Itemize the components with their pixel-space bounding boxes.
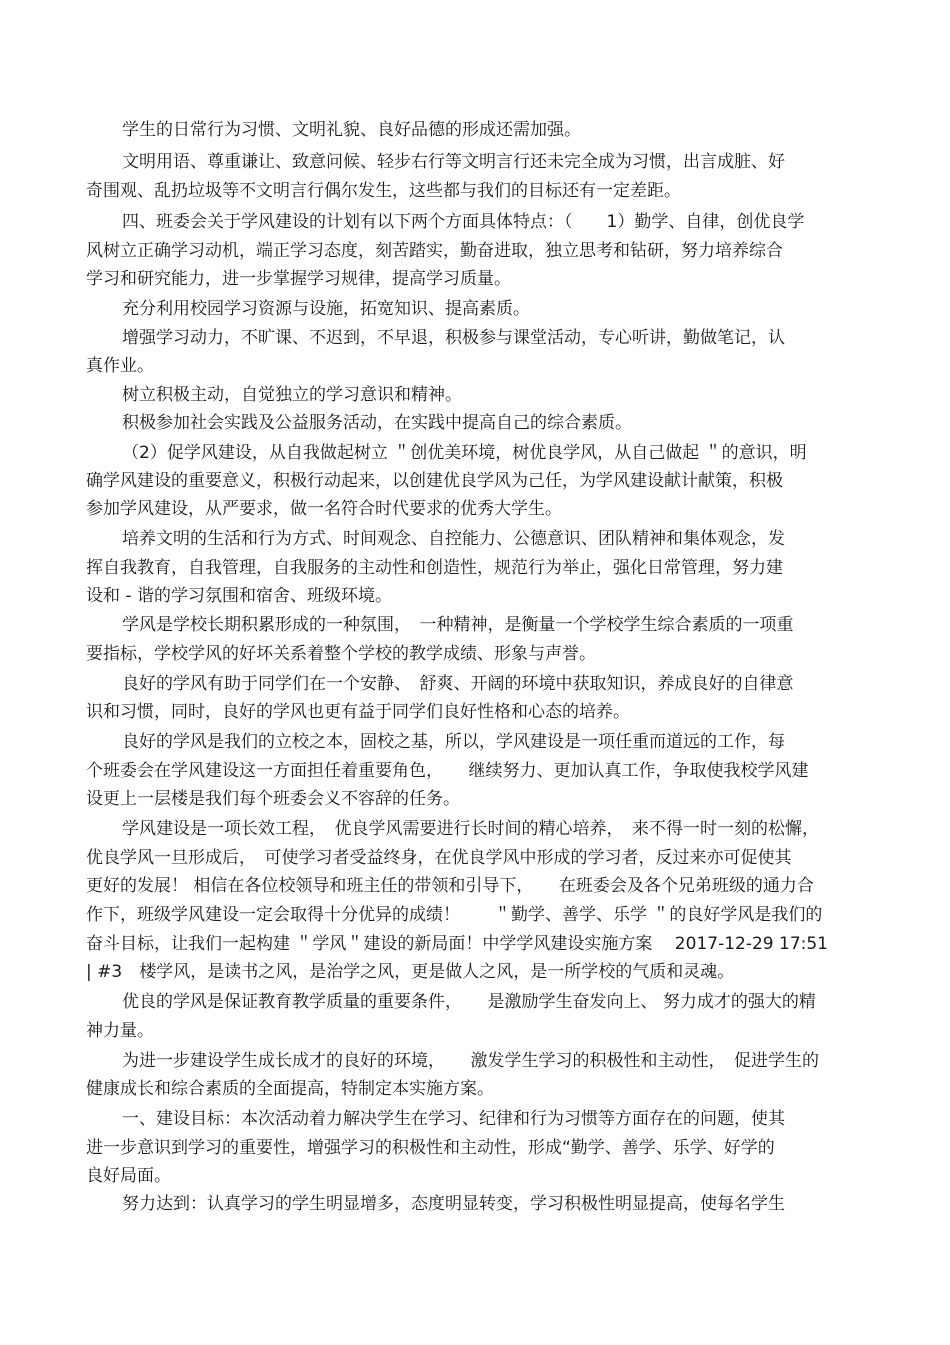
text-line: 风树立正确学习动机，端正学习态度，刻苦踏实，勤奋进取，独立思考和钻研，努力培养综合	[86, 241, 783, 261]
text-line: 学风是学校长期积累形成的一种氛围， 一种精神，是衡量一个学校学生综合素质的一项重	[122, 615, 794, 635]
text-line: 确学风建设的重要意义，积极行动起来，以创建优良学风为己任，为学风建设献计献策，积极	[86, 471, 783, 491]
text-line: 树立积极主动，自觉独立的学习意识和精神。	[122, 385, 462, 405]
text-line: 学生的日常行为习惯、文明礼貌、良好品德的形成还需加强。	[122, 120, 581, 140]
text-line: 进一步意识到学习的重要性，增强学习的积极性和主动性，形成“勤学、善学、乐学、好学的	[86, 1138, 775, 1158]
text-line: 真作业。	[86, 356, 154, 376]
text-line: 设和 - 谐的学习氛围和宿舍、班级环境。	[86, 586, 392, 606]
text-line: 学习和研究能力，进一步掌握学习规律，提高学习质量。	[86, 269, 511, 289]
text-line: 积极参加社会实践及公益服务活动，在实践中提高自己的综合素质。	[122, 413, 632, 433]
text-line: 优良的学风是保证教育教学质量的重要条件， 是激励学生奋发向上、 努力成才的强大的精	[122, 992, 816, 1012]
text-line: 学风建设是一项长效工程， 优良学风需要进行长时间的精心培养， 来不得一时一刻的松懈，	[122, 819, 819, 839]
text-line: 优良学风一旦形成后， 可使学习者受益终身，在优良学风中形成的学习者，反过来亦可促使其	[86, 848, 792, 868]
text-line: 良好的学风是我们的立校之本，固校之基，所以，学风建设是一项任重而道远的工作，每	[122, 732, 785, 752]
text-line: （2）促学风建设，从自我做起树立 ＂创优美环境，树优良学风，从自己做起 ＂的意识，明	[122, 443, 807, 463]
text-line: 文明用语、尊重谦让、致意问候、轻步右行等文明言行还未完全成为习惯，出言成脏、好	[122, 152, 785, 172]
text-line: 努力达到：认真学习的学生明显增多，态度明显转变，学习积极性明显提高，使每名学生	[122, 1194, 785, 1214]
text-line: 识和习惯，同时，良好的学风也更有益于同学们良好性格和心态的培养。	[86, 702, 630, 722]
text-line: 设更上一层楼是我们每个班委会义不容辞的任务。	[86, 789, 460, 809]
text-line: 充分利用校园学习资源与设施，拓宽知识、提高素质。	[122, 299, 530, 319]
text-line: 神力量。	[86, 1021, 154, 1041]
text-line: 良好局面。	[86, 1166, 171, 1186]
text-line: 增强学习动力，不旷课、不迟到，不早退，积极参与课堂活动，专心听讲，勤做笔记，认	[122, 328, 785, 348]
text-line: 培养文明的生活和行为方式、时间观念、自控能力、公德意识、团队精神和集体观念，发	[122, 529, 785, 549]
text-line: 参加学风建设，从严要求，做一名符合时代要求的优秀大学生。	[86, 499, 562, 519]
text-line: 个班委会在学风建设这一方面担任着重要角色， 继续努力、更加认真工作，争取使我校学风建	[86, 761, 809, 781]
text-line: 一、建设目标：本次活动着力解决学生在学习、纪律和行为习惯等方面存在的问题，使其	[122, 1109, 785, 1129]
text-line: 挥自我教育，自我管理，自我服务的主动性和创造性，规范行为举止，强化日常管理，努力建	[86, 558, 783, 578]
text-line: 奋斗目标，让我们一起构建 ＂学风＂建设的新局面！中学学风建设实施方案 2017-12-29 17:51	[86, 934, 828, 954]
text-line: 作下，班级学风建设一定会取得十分优异的成绩！ ＂勤学、善学、乐学 ＂的良好学风是我们的	[86, 905, 823, 925]
text-line: | #3 楼学风，是读书之风，是治学之风，更是做人之风，是一所学校的气质和灵魂。	[86, 962, 735, 982]
text-line: 要指标，学校学风的好坏关系着整个学校的教学成绩、形象与声誉。	[86, 644, 596, 664]
text-line: 良好的学风有助于同学们在一个安静、 舒爽、开阔的环境中获取知识，养成良好的自律意	[122, 674, 794, 694]
text-line: 奇围观、乱扔垃圾等不文明言行偶尔发生，这些都与我们的目标还有一定差距。	[86, 181, 681, 201]
text-line: 更好的发展！ 相信在各位校领导和班主任的带领和引导下， 在班委会及各个兄弟班级的通力合	[86, 876, 814, 896]
text-line: 健康成长和综合素质的全面提高，特制定本实施方案。	[86, 1079, 494, 1099]
text-line: 四、班委会关于学风建设的计划有以下两个方面具体特点：（ 1）勤学、自律，创优良学	[122, 212, 805, 232]
text-line: 为进一步建设学生成长成才的良好的环境， 激发学生学习的积极性和主动性， 促进学生的	[122, 1051, 819, 1071]
